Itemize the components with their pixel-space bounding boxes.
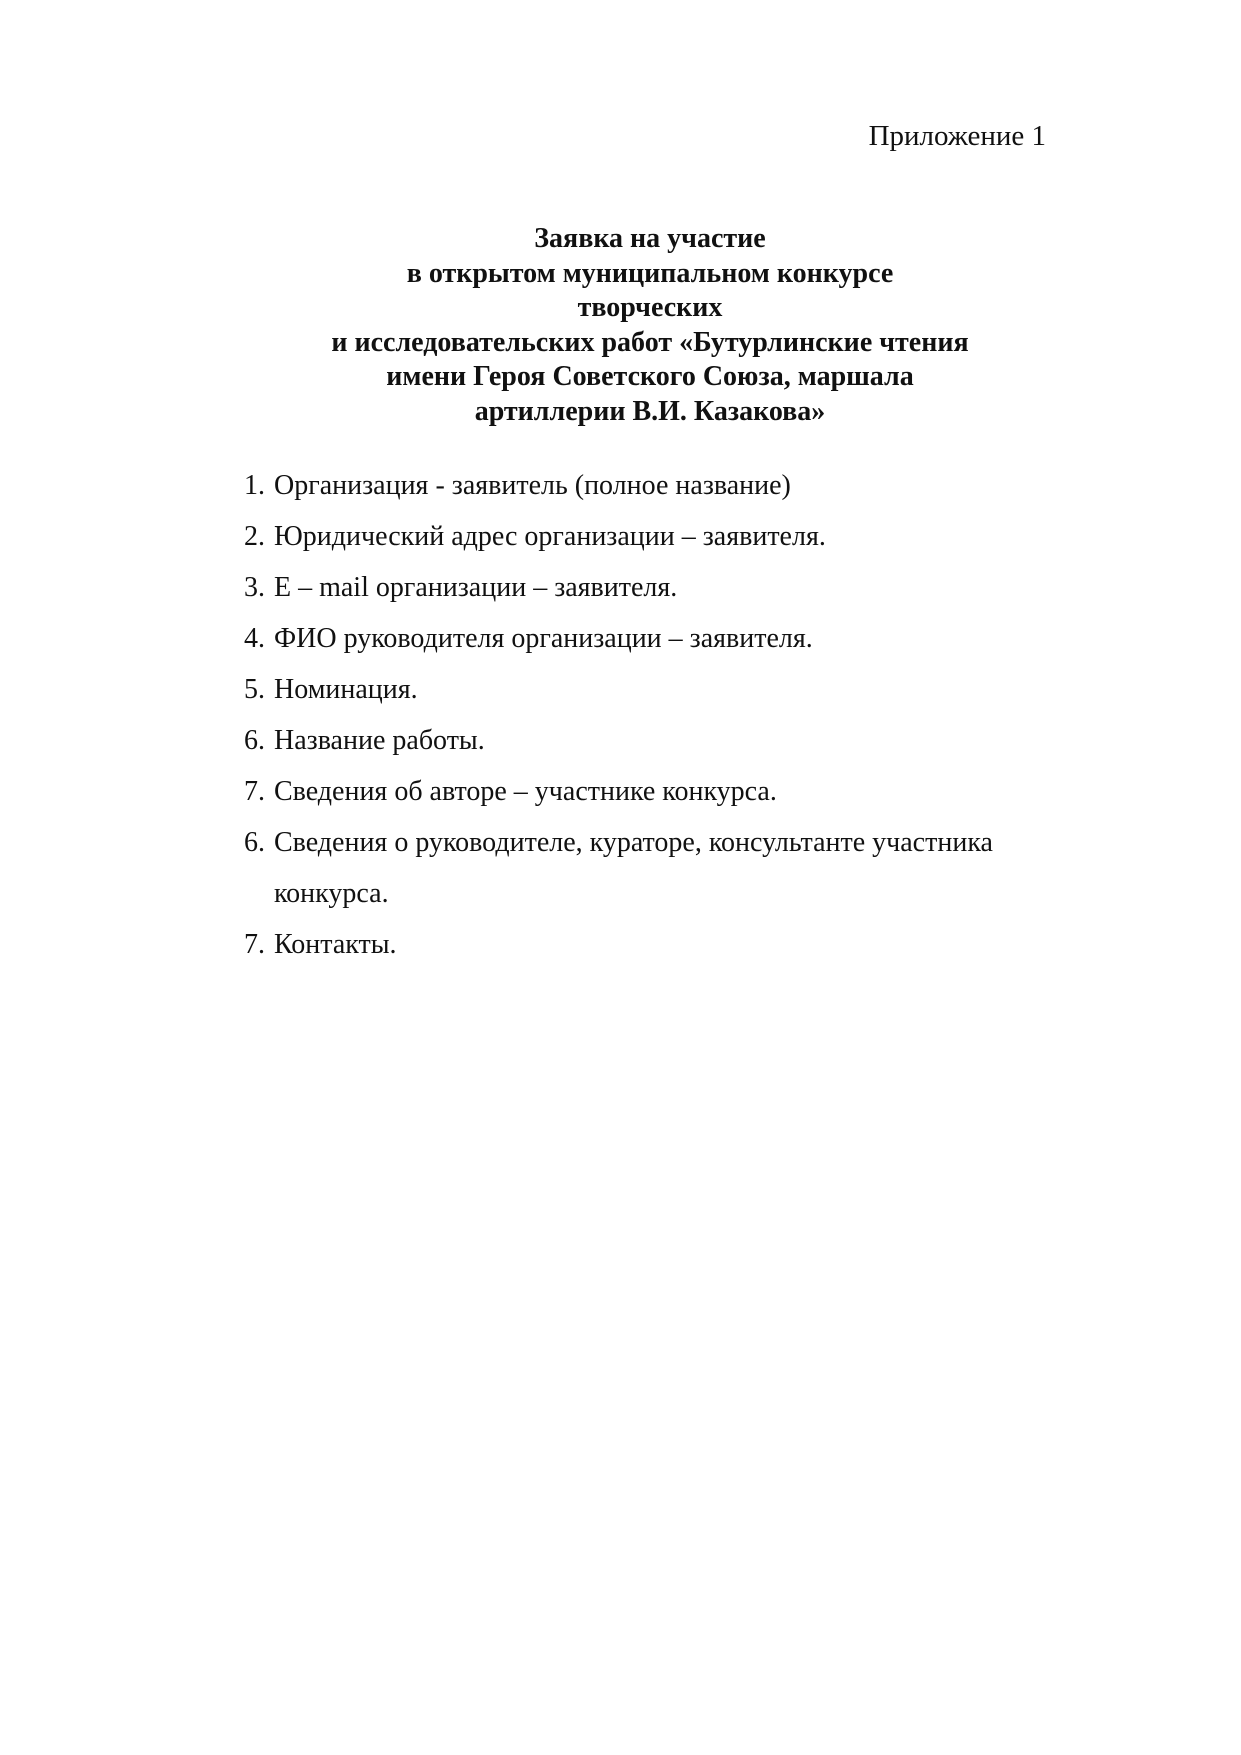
list-item — [244, 919, 1064, 970]
list-item — [244, 817, 1064, 919]
item-number: 4. — [244, 623, 265, 654]
title-line: творческих — [577, 292, 723, 323]
title-line: Заявка на участие — [534, 223, 766, 254]
list-item — [244, 460, 1064, 511]
document-title — [250, 222, 1050, 429]
title-line: артиллерии В.И. Казакова» — [474, 395, 826, 427]
item-text: ФИО руководителя организации – заявителя. — [274, 623, 813, 654]
list-item — [244, 715, 1064, 766]
item-number: 6. — [244, 725, 265, 756]
list-item — [244, 766, 1064, 817]
list-item — [244, 511, 1064, 562]
item-number: 1. — [244, 470, 265, 501]
item-number: 2. — [244, 521, 265, 552]
list-item — [244, 613, 1064, 664]
item-number: 7. — [244, 929, 265, 960]
item-text: Номинация. — [274, 674, 418, 705]
item-text: Сведения об авторе – участнике конкурса. — [274, 776, 777, 807]
item-number: 7. — [244, 776, 265, 807]
item-text: Организация - заявитель (полное название) — [274, 470, 791, 501]
item-text: Контакты. — [274, 929, 397, 960]
item-text: Сведения о руководителе, кураторе, консультанте участника конкурса. — [274, 827, 993, 909]
title-line: в открытом муниципальном конкурсе — [406, 257, 894, 289]
title-line: имени Героя Советского Союза, маршала — [386, 361, 914, 392]
list-item — [244, 664, 1064, 715]
list-item — [244, 562, 1064, 613]
item-text: Юридический адрес организации – заявителя. — [274, 521, 826, 552]
item-text: E – mail организации – заявителя. — [274, 572, 678, 603]
item-number: 3. — [244, 572, 265, 603]
item-number: 6. — [244, 827, 265, 858]
title-line: и исследовательских работ «Бутурлинские чтения — [331, 326, 969, 358]
appendix-label: Приложение 1 — [868, 120, 1046, 152]
item-number: 5. — [244, 674, 265, 705]
application-items-list — [244, 460, 1064, 970]
item-text: Название работы. — [274, 725, 485, 756]
